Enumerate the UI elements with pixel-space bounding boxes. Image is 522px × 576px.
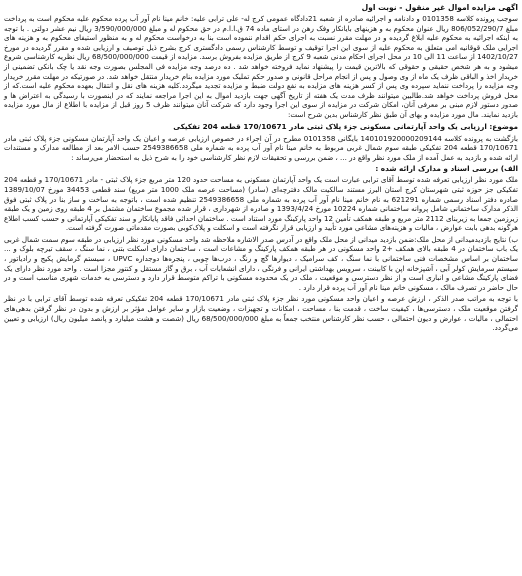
- assignment-paragraph: بازگشت به پرونده کلاسه 140101920000209144 بایگانی 0101358 مطرح در آن اجراء در خصوص ارزیابی عرصه و اعیان یک واحد آپارتمان مسکونی جزء پلاک ثبتی مادر 170/10671 قطعه 204 تفکیکی طبقه سوم شمال غربی مربوط به خانم مینا نام آور آب پرده به شماره ملی 2549386658 حسب الامر بعد از مطالعه مدارک و مستندات ارائه شده و بازدید به عمل آمده از ملک مورد نظر واقع در ... ، ضمن بررسی و تحقیقات لازم نظر کارشناسی خود را به شرح ذیل به استحضار می‌رساند :: [4, 133, 518, 162]
- section-a-paragraph: ملک مورد نظر ارزیابی تعرفه شده توسط آقای ترابی عبارت است یک واحد آپارتمان مسکونی به مساحت حدود 120 متر مربع جزء پلاک ثبتی - مادر 170/10671 و قطعه 204 تفکیکی جز حوزه ثبتی شهرستان کرج استان البرز مستند سالکیت مالک دفترچه‌ای (سادر) (مساحت عرصه ملک 1000 متر مربع) سند قطعی 34453 مورخ 1389/10/07 صادره دفتر اسناد رسمی شماره 621291 به نام خانم مینا نام آور آب پرده به شماره ملی 2549386658 تنظیم شده است ، باتوجه به ساخت و ساز بنا در پلاک ثبتی فوق الذکر مدارک ساختمانی شامل پروانه ساختمانی شماره 10224 مورخ 1393/4/24 و صادره از شهرداری ، قرار شده مجموع ساختمان مشتمل بر 4 طبقه روی زمین و یک طبقه زیرزمین جمعا به زیربنای 2112 متر مربع و طبقه همکف تأمین 12 واحد پارکینگ مورد استناد است . ساختمان احداثی فاقد پایانکار و سند تفکیکی آپارتمانی و حسب کسب اطلاع هرگونه بدهی بابت عوارض ، مالیات و هزینه‌های مشاعی مورد تأیید و ارزیابی قرار نگرفته است و اسکلت و پلاک‌کوبی بصورت مقدماتی صورت گرفته است.: [4, 175, 519, 233]
- section-c-paragraph: با توجه به مراتب صدر الذکر ، ارزش عرصه و اعیان واحد مسکونی مورد نظر جزء پلاک ثبتی مادر 170/10671 قطعه 204 تفکیکی تعرفه شده توسط آقای ترابی با در نظر گرفتن موقعیت ملک ، دسترسی‌ها ، کیفیت ساخت ، قدمت بنا ، مساحت ، امکانات و تجهیزات ، وضعیت بازار و سایر عوامل مؤثر بر ارزش و بدون در نظر گرفتن بدهی‌های احتمالی ، مالیات ، عوارض و دیون احتمالی ، حسب نظر کارشناس منتخب جمعاً به مبلغ 68/500/000/000 ریال (شصت و هشت میلیارد و پانصد میلیون ریال) ارزیابی و تعیین می‌گردد.: [4, 294, 518, 333]
- intro-paragraph: سوجب پرونده کلاسه 0101358 و دادنامه و اجرائیه صادره از شعبه 21دادگاه عمومی کرج له- علی ترابی علیه: خانم مینا نام آور آب پرده محکوم علیه محکوم است به پرداخت مبلغ 806/052/290/7 ریال عنوان محکوم به و هزینهای بایانکار وفک رهن در استای ماده 74 ق.ا.ا.م در حق محکوم له و مبلغ 3/590/000/000 ریال نیم عشر دولتی . با توجه به اینکه اجرائیه به محکوم علیه ابلاغ گردیده و در مهلت مقرر نسبت به اجرای حکم اقدام ننموده است بنا به درخواست محکوم له و به منظور استیفای محکوم به و هزینه های اجرایی ملک قوقانیه امی متعلق به محکوم علیه از سوی این اجرا توقیف و توسط کارشناس رسمی دادگستری کرج بشرح ذیل توصیف و ارزیابی شده و مقرر گردیده در مورخ 1402/10/27 از ساعت 11 الی 10 در محل اجرای احکام مدنی شعبه 9 کرج از طریق مزایده بفروش برسد. مزایده از قیمت 68/500/000/000 ریال نظریه کارشناسی شروع میشود و به هر شخص حقیقی و حقوقی که بالاترین قیمت را پیشنهاد نماید فروخته خواهد شد . ده درصد وجه مزایده فی المجلس بصورت وجه نقد یا چک بانکی تضمینی از خریدار اخذ و الباقی ظرف یک ماه از وی وصول و پس از انجام مراحل قانونی و صدور حکم تملیک مورد مزایده بنام خریدار منتقل خواهد شد. در صورتیکه در مهلت مقرر خریدار وجه مزایده را پرداخت ننماید سپرده وی پس از کسر هزینه های مزایده به نفع دولت ضبط و مزایده تجدید میگردد.کلیه هزینه های نقل و انتقال بعهده محکوم علیه است.که از محل فروش پرداخت خواهد شد.طالبین میتوانند ظرف مدت یک هفته از تاریخ آگهی جهت بازدید اموال به این اجرا مراجعه نمایند که در اینصورت با رسیدگی به اعتراض ها و صدور دستور لازم مبنی بر معرفی آنان، امکان شرکت در مزایده از سوی این اجرا وجود دارد که شرکت آنان میتوانند ظرف 5 روز قبل از مزایده با اطلاع از مال مورد مزایده بازدید نمایند. مال مورد مزایده و بهای آن طبق نظر کارشناس بدین شرح است:: [4, 14, 519, 119]
- notice-title: اگهی مزایده اموال غیر منقول - نوبت اول: [361, 3, 518, 12]
- section-b-paragraph: ب) نتایج بازدیدمیدانی از محل ملک:ضمن بازدید میدانی از محل ملک واقع در آدرس صدر الاشاره ملاحظه شد واحد مسکونی مورد نظر ارزیابی در طبقه سوم سمت شمال غربی یک باب ساختمان در 4 طبقه بالای همکف +2 واحد مسکونی در هر طبقه همکف پارکینگ و مشاعات است ، ساختمان دارای اسکلت بتنی ، نما سنگ ، سقف تیرچه بلوک و ... ساختمان بر اساس مشخصات فنی ساختمانی با نما سنگ ، کف سرامیک ، دیوار‌ها گچ و رنگ ، درب‌ها چوبی ، پنجره‌ها دوجداره UPVC ، سیستم گرمایش پکیج و رادیاتور ، سیستم سرمایش کولر آبی ، آشپزخانه اپن با کابینت ، سرویس بهداشتی ایرانی و فرنگی ، دارای انشعابات آب ، برق و گاز مستقل و کنتور مجزا است . واحد مورد نظر دارای یک فضای پارکینگ مشاعی و انباری است و از نظر دسترسی و موقعیت ، ملک در یک محدوده مسکونی با تراکم متوسط قرار دارد و دسترسی به خدمات شهری مناسب است و در حال حاضر در تصرف مالک ، مسکونی خانم مینا نام آور آب پرده قرار دارد .: [4, 234, 518, 292]
- subject-line: موضوع: ارزیابی یک واحد آپارتمانی مسکونی جزء پلاک ثبتی مادر 170/10671 قطعه 204 تفکیکی: [173, 121, 518, 131]
- section-a-heading: الف) بررسی اسناد و مدارک ارائه شده :: [375, 164, 518, 174]
